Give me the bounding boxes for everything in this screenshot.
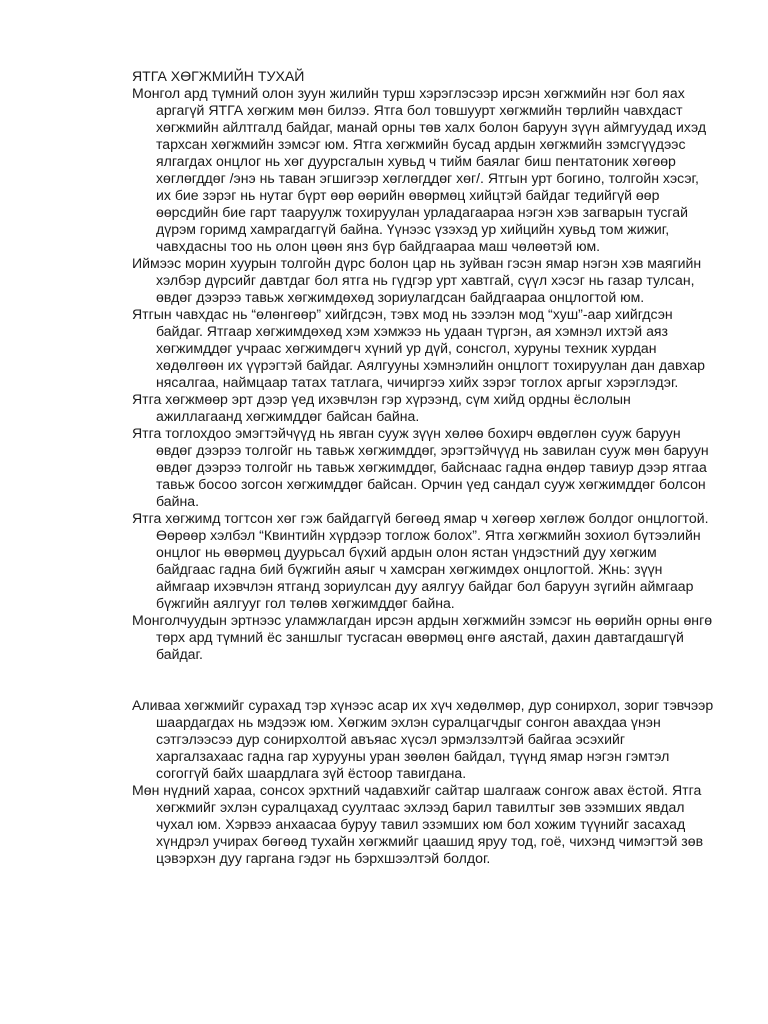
paragraph-6: Ятга хөгжимд тогтсон хөг гэж байдаггүй бөгөөд ямар ч хөгөөр хөглөж болдог онцлогтой. Өөрөөр хэлбэл “Квинтийн хүрдээр тоглож болох”. Ятга хөгжмийн зохиол бүтээлийн онцлог нь өвөрмөц дуурьсал бүхий ардын олон ястан үндэстний дуу хөгжим байдгаас гадна бий бүжгийн аяыг ч хамсран хөгжимдөх онцлогтой. Жнь: зүүн аймгаар ихэвчлэн ятганд зориулсан дуу аялгуу байдаг бол баруун зүгийн аймгаар бүжгийн аялгууг гол төлөв хөгжимддөг байна. <box>132 510 709 611</box>
paragraph-2: Иймээс морин хуурын толгойн дүрс болон цар нь зуйван гэсэн ямар нэгэн хэв маягийн хэлбэр дүрсийг давтдаг бол ятга нь гүдгэр урт хавтгай, сүүл хэсэг нь газар тулсан, өвдөг дээрээ тавьж хөгжимдөхөд зориулагдсан байдгаараа онцлогтой юм. <box>132 255 702 305</box>
document-page <box>132 68 715 867</box>
paragraph-4: Ятга хөгжмөөр эрт дээр үед ихэвчлэн гэр хүрээнд, сүм хийд ордны ёслолын ажиллагаанд хөгжимддөг байсан байна. <box>132 391 631 424</box>
paragraph-3: Ятгын чавхдас нь “өлөнгөөр” хийгдсэн, тэвх мод нь зээлэн мод “хуш”-аар хийгдсэн байдаг. Ятгаар хөгжимдөхөд хэм хэмжээ нь удаан түргэн, ая хэмнэл ихтэй аяз хөгжимддөг учраас хөгжимдөгч хүний ур дүй, сонсгол, хуруны техник хурдан хөдөлгөөн их үүрэгтэй байдаг. Аялгууны хэмнэлийн онцлогт тохируулан дан давхар нясалгаа, наймцаар татах татлага, чичиргээ хийх зэрэг тоглох аргыг хэрэглэдэг. <box>132 306 705 390</box>
paragraph-5: Ятга тоглохдоо эмэгтэйчүүд нь явган сууж зүүн хөлөө бохирч өвдөглөн сууж баруун өвдөг дээрээ толгойг нь тавьж хөгжимддөг, эрэгтэйчүүд нь завилан сууж мөн баруун өвдөг дээрээ толгойг нь тавьж хөгжимддөг, байснаас гадна өндөр тавиур дээр ятгаа тавьж босоо зогсон хөгжимддөг байсан. Орчин үед сандал сууж хөгжимддөг болсон байна. <box>132 425 709 509</box>
document-title: ЯТГА ХӨГЖМИЙН ТУХАЙ <box>132 68 305 84</box>
paragraph-7: Монголчуудын эртнээс уламжлагдан ирсэн ардын хөгжмийн зэмсэг нь өөрийн орны өнгө төрх ард түмний ёс заншлыг тусгасан өвөрмөц өнгө аястай, дахин давтагдашгүй байдаг. <box>132 612 713 662</box>
paragraph-8: Аливаа хөгжмийг сурахад тэр хүнээс асар их хүч хөдөлмөр, дур сонирхол, зориг тэвчээр шаардагдах нь мэдээж юм. Хөгжим эхлэн суралцагчдыг сонгон авахдаа үнэн сэтгэлээсээ дур сонирхолтой авъяас хүсэл эрмэлзэлтэй байгаа эсэхийг харгалзахаас гадна гар хурууны уран зөөлөн байдал, түүнд ямар нэгэн гэмтэл согоггүй байх шаардлага зүй ёстоор тавигдана. <box>132 697 714 781</box>
paragraph-1: Монгол ард түмний олон зуун жилийн турш хэрэглэсээр ирсэн хөгжмийн нэг бол яах аргагүй ЯТГА хөгжим мөн билээ. Ятга бол товшуурт хөгжмийн төрлийн чавхдаст хөгжмийн айлтгалд байдаг, манай орны төв халх болон баруун зүүн аймгуудад ихэд тархсан хөгжмийн зэмсэг юм. Ятга хөгжмийн бусад ардын хөгжмийн зэмсгүүдээс ялгагдах онцлог нь хөг дуурсгалын хувьд ч тийм баялаг биш пентатоник хөгөөр хөглөгддөг /энэ нь таван эгшигээр хөглөгддөг хөг/. Ятгын урт богино, толгойн хэсэг, их бие зэрэг нь нутаг бүрт өөр өөрийн өвөрмөц хийцтэй байдаг тедийгүй өөр өөрсдийн бие гарт тааруулж тохируулан урладагаараа нэгэн хэв загварын тусгай дүрэм горимд хамрагдаггүй байна. Үүнээс үзэхэд ур хийцийн хувьд том жижиг, чавхдасны тоо нь олон цөөн янз бүр байдгаараа маш чөлөөтэй юм. <box>132 85 707 254</box>
paragraph-spacer <box>132 680 715 697</box>
paragraph-spacer <box>132 663 715 680</box>
paragraph-9: Мөн нүдний хараа, сонсох эрхтний чадавхийг сайтар шалгааж сонгож авах ёстой. Ятга хөгжмийг эхлэн суралцахад суултаас эхлээд барил тавилтыг зөв эзэмших явдал чухал юм. Хэрвээ анхаасаа буруу тавил эзэмших юм бол хожим түүнийг засахад хүндрэл учирах бөгөөд тухайн хөгжмийг цаашид яруу тод, гоё, чихэнд чимэгтэй зөв цэвэрхэн дуу гаргана гэдэг нь бэрхшээлтэй болдог. <box>132 782 704 866</box>
